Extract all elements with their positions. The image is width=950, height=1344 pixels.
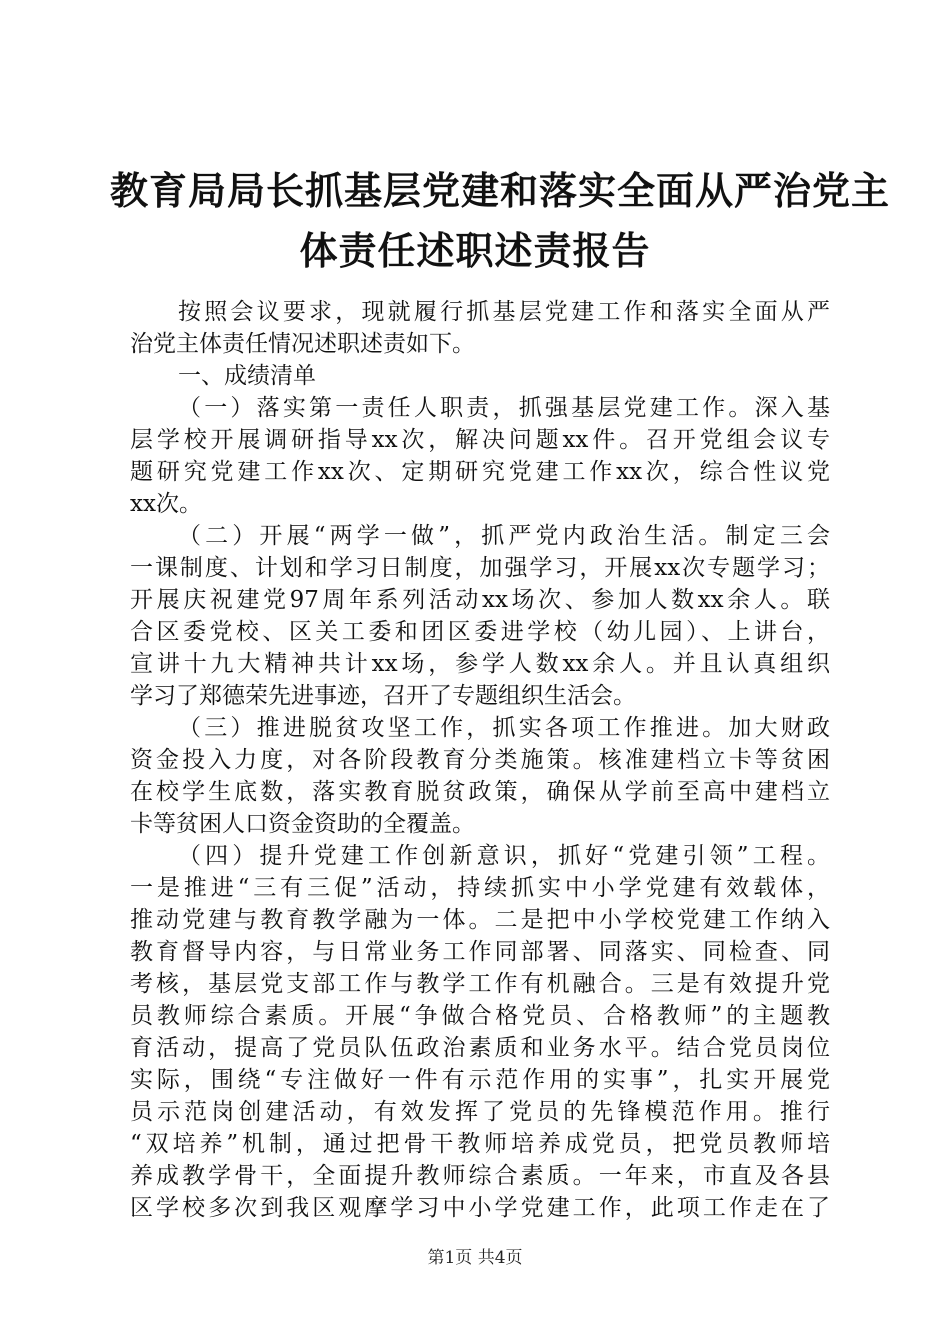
section-heading: 一、成绩清单 [178,363,316,389]
body-line: 学习了郑德荣先进事迹，召开了专题组织生活会。 [130,683,636,709]
body-line: 资金投入力度，对各阶段教育分类施策。核准建档立卡等贫困 [130,747,830,773]
body-line: 区学校多次到我区观摩学习中小学党建工作，此项工作走在了 [130,1195,830,1221]
body-line: 层学校开展调研指导xx次，解决问题xx件。召开党组会议专 [130,427,830,453]
body-line: （四）提升党建工作创新意识，抓好“党建引领”工程。 [178,843,830,869]
body-line: 实际，围绕“专注做好一件有示范作用的实事”，扎实开展党 [130,1067,830,1093]
body-line: 卡等贫困人口资金资助的全覆盖。 [130,811,475,837]
document-body [130,296,830,1224]
body-line: 教育督导内容，与日常业务工作同部署、同落实、同检查、同 [130,939,830,965]
body-line: 合区委党校、区关工委和团区委进学校（幼儿园）、上讲台， [130,619,830,645]
body-line: 按照会议要求，现就履行抓基层党建工作和落实全面从严 [178,299,830,325]
body-line: 宣讲十九大精神共计xx场，参学人数xx余人。并且认真组织 [130,651,830,677]
body-line: 一是推进“三有三促”活动，持续抓实中小学党建有效载体， [130,875,830,901]
body-line: 在校学生底数，落实教育脱贫政策，确保从学前至高中建档立 [130,779,830,805]
body-line: （一）落实第一责任人职责，抓强基层党建工作。深入基 [178,395,830,421]
page-number-footer: 第1页 共4页 [427,1248,523,1268]
body-line: 员教师综合素质。开展“争做合格党员、合格教师”的主题教 [130,1003,830,1029]
body-line: （二）开展“两学一做”，抓严党内政治生活。制定三会 [178,523,830,549]
body-line: 育活动，提高了党员队伍政治素质和业务水平。结合党员岗位 [130,1035,830,1061]
body-line: “双培养”机制，通过把骨干教师培养成党员，把党员教师培 [130,1131,830,1157]
body-line: 员示范岗创建活动，有效发挥了党员的先锋模范作用。推行 [130,1099,830,1125]
body-line: 开展庆祝建党97周年系列活动xx场次、参加人数xx余人。联 [130,587,830,613]
body-line: 一课制度、计划和学习日制度，加强学习，开展xx次专题学习； [130,555,830,581]
body-line: 养成教学骨干，全面提升教师综合素质。一年来，市直及各县 [130,1163,830,1189]
document-title-line-2: 体责任述职述责报告 [299,229,651,273]
body-line: 考核，基层党支部工作与教学工作有机融合。三是有效提升党 [130,971,830,997]
body-line: 题研究党建工作xx次、定期研究党建工作xx次，综合性议党 [130,459,830,485]
body-line: （三）推进脱贫攻坚工作，抓实各项工作推进。加大财政 [178,715,830,741]
body-line: 治党主体责任情况述职述责如下。 [130,331,475,357]
document-title-line-1: 教育局局长抓基层党建和落实全面从严治党主 [110,169,891,213]
body-line: xx次。 [130,491,202,517]
body-line: 推动党建与教育教学融为一体。二是把中小学校党建工作纳入 [130,907,830,933]
